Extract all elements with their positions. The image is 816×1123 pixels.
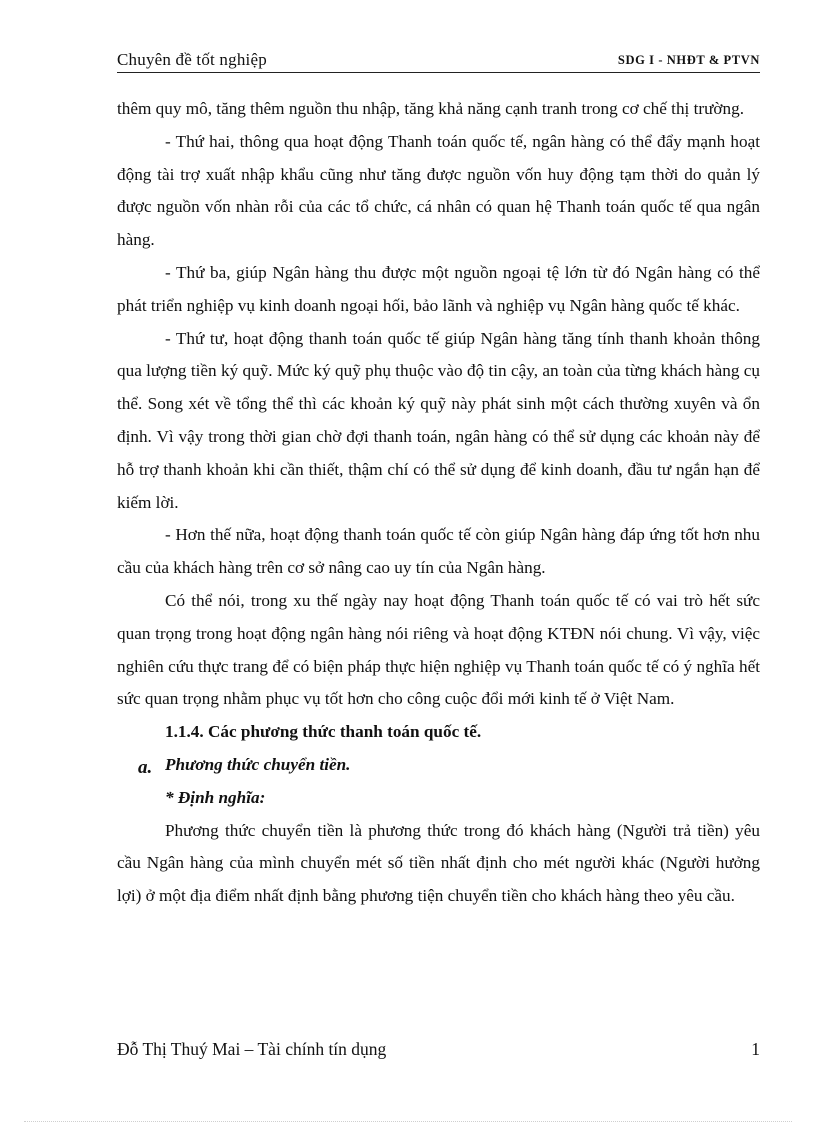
- header-organization: SDG I - NHĐT & PTVN: [617, 53, 760, 67]
- page-edge-divider: [24, 1121, 792, 1122]
- subsection-heading: [117, 749, 760, 782]
- document-body: [117, 93, 760, 913]
- page-footer: [117, 1039, 760, 1069]
- paragraph-conclusion: Có thể nói, trong xu thế ngày nay hoạt động Thanh toán quốc tế có vai trò hết sức quan trọng trong hoạt động ngân hàng nói riêng và hoạt động KTĐN nói chung. Vì vậy, việc nghiên cứu thực trang để có biện pháp thực hiện nghiệp vụ Thanh toán quốc tế có ý nghĩa hết sức quan trọng nhằm phục vụ tốt hơn cho công cuộc đổi mới kinh tế ở Việt Nam.: [117, 590, 760, 709]
- page-header: [117, 48, 760, 73]
- paragraph-definition: Phương thức chuyển tiền là phương thức trong đó khách hàng (Người trả tiền) yêu cầu Ngân hàng của mình chuyển mét số tiền nhất định cho mét người khác (Người hưởng lợi) ở một địa điểm nhất định bằng phương tiện chuyển tiền cho khách hàng theo yêu cầu.: [117, 820, 760, 906]
- definition-heading: * Định nghĩa:: [165, 787, 266, 807]
- section-heading: 1.1.4. Các phương thức thanh toán quốc tế.: [165, 722, 482, 742]
- paragraph-second-point: - Thứ hai, thông qua hoạt động Thanh toán quốc tế, ngân hàng có thể đẩy mạnh hoạt động tài trợ xuất nhập khẩu cũng như tăng được nguồn vốn huy động tạm thời do quản lý được nguồn vốn nhàn rỗi của các tổ chức, cá nhân có quan hệ Thanh toán quốc tế qua ngân hàng.: [117, 131, 760, 250]
- footer-author: Đỗ Thị Thuý Mai – Tài chính tín dụng: [117, 1039, 387, 1059]
- paragraph-fourth-point: - Thứ tư, hoạt động thanh toán quốc tế giúp Ngân hàng tăng tính thanh khoản thông qua lượng tiền ký quỹ. Mức ký quỹ phụ thuộc vào độ tin cậy, an toàn của từng khách hàng cụ thể. Song xét về tổng thể thì các khoản ký quỹ này phát sinh một cách thường xuyên và ổn định. Vì vậy trong thời gian chờ đợi thanh toán, ngân hàng có thể sử dụng các khoản này để hỗ trợ thanh khoản khi cần thiết, thậm chí có thể sử dụng để kinh doanh, đầu tư ngắn hạn để kiếm lời.: [117, 328, 760, 512]
- paragraph-further-point: - Hơn thế nữa, hoạt động thanh toán quốc tế còn giúp Ngân hàng đáp ứng tốt hơn nhu cầu của khách hàng trên cơ sở nâng cao uy tín của Ngân hàng.: [117, 525, 760, 578]
- subsection-marker: a.: [138, 756, 153, 778]
- header-document-title: Chuyên đề tốt nghiệp: [117, 50, 267, 69]
- page-number: 1: [751, 1039, 760, 1059]
- paragraph-third-point: - Thứ ba, giúp Ngân hàng thu được một nguồn ngoại tệ lớn từ đó Ngân hàng có thể phát triển nghiệp vụ kinh doanh ngoại hối, bảo lãnh và nghiệp vụ Ngân hàng quốc tế khác.: [117, 262, 760, 315]
- paragraph-continuation: thêm quy mô, tăng thêm nguồn thu nhập, tăng khả năng cạnh tranh trong cơ chế thị trường.: [117, 99, 745, 118]
- subsection-title: Phương thức chuyển tiền.: [165, 754, 351, 774]
